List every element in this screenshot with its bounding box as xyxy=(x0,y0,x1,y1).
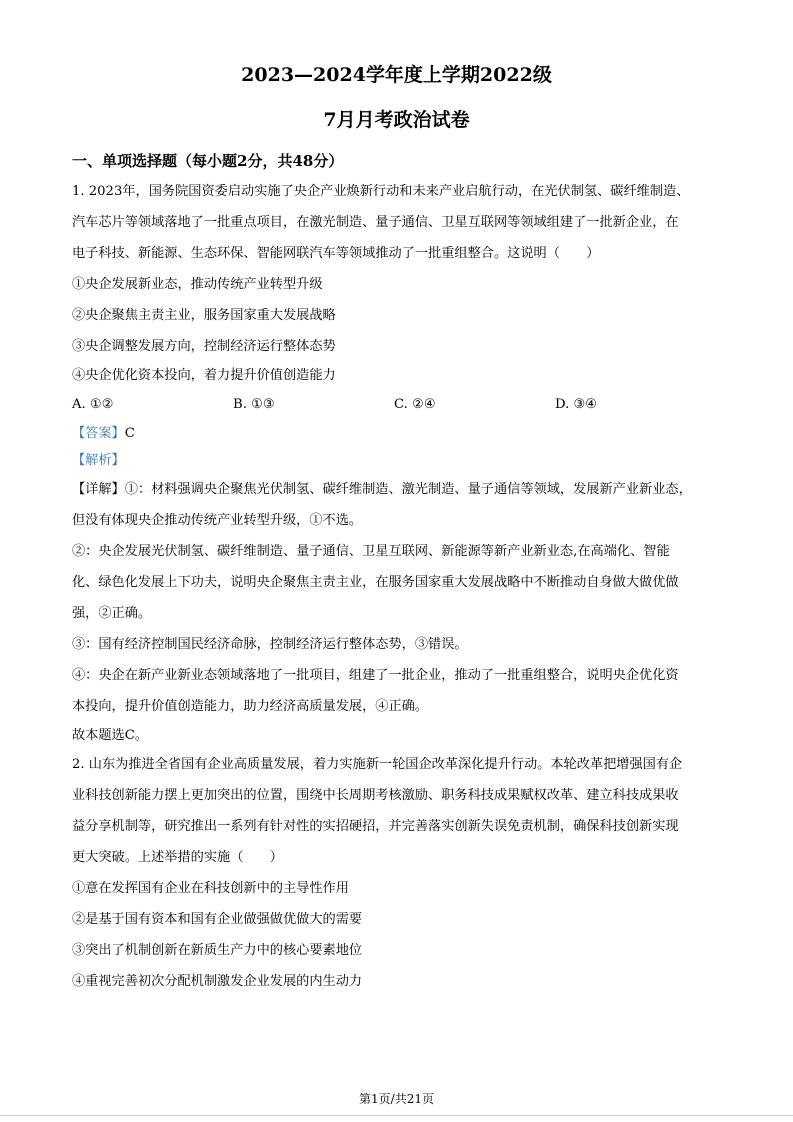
question-stem-line: 业科技创新能力摆上更加突出的位置，围绕中长周期考核激励、职务科技成果赋权改革、建立科技成果收 xyxy=(72,788,679,803)
detail-text: ①：材料强调央企聚焦光伏制氢、碳纤维制造、激光制造、量子通信等领域，发展新产业新业态， xyxy=(124,482,692,497)
detail-line: 化、绿色化发展上下功夫，说明央企聚焦主责主业，在服务国家重大发展战略中不断推动自身做大做优做 xyxy=(72,575,679,590)
question-1 xyxy=(72,176,732,749)
section-heading: 一、单项选择题（每小题2分，共48分） xyxy=(72,152,344,170)
option-a: A. ①② xyxy=(72,397,114,412)
statement: ①央企发展新业态，推动传统产业转型升级 xyxy=(72,277,323,292)
statement: ④央企优化资本投向，着力提升价值创造能力 xyxy=(72,368,336,383)
option-d: D. ③④ xyxy=(555,397,598,412)
question-stem-line: 益分享机制等，研究推出一系列有针对性的实招硬招，并完善落实创新失误免责机制，确保科技创新实现 xyxy=(72,819,679,834)
question-stem-line: 电子科技、新能源、生态环保、智能网联汽车等领域推动了一批重组整合。这说明（ ） xyxy=(72,246,600,261)
detail-line: 故本题选C。 xyxy=(72,728,149,743)
answer-line xyxy=(72,420,732,447)
detail-line xyxy=(72,474,732,505)
statement: ③突出了机制创新在新质生产力中的核心要素地位 xyxy=(72,943,363,958)
statement: ④重视完善初次分配机制激发企业发展的内生动力 xyxy=(72,974,363,989)
statement: ②央企聚焦主责主业，服务国家重大发展战略 xyxy=(72,308,336,323)
detail-tag: 【详解】 xyxy=(72,482,125,497)
answer-options xyxy=(72,389,732,420)
analysis-line xyxy=(72,447,732,474)
exam-title-line1: 2023—2024学年度上学期2022级 xyxy=(241,64,552,86)
detail-line: ④：央企在新产业新业态领域落地了一批项目，组建了一批企业，推动了一批重组整合，说明央企优化资 xyxy=(72,668,679,683)
exam-body xyxy=(72,176,732,997)
question-stem-line: 汽车芯片等领域落地了一批重点项目，在激光制造、量子通信、卫星互联网等领域组建了一批新企业，在 xyxy=(72,215,679,230)
statement: ②是基于国有资本和国有企业做强做优做大的需要 xyxy=(72,912,363,927)
question-stem-line: 1. 2023年，国务院国资委启动实施了央企产业焕新行动和未来产业启航行动，在光伏制氢、碳纤维制造、 xyxy=(72,184,690,199)
answer-tag: 【答案】 xyxy=(72,426,125,441)
statement: ①意在发挥国有企业在科技创新中的主导性作用 xyxy=(72,881,349,896)
option-b: B. ①③ xyxy=(233,397,275,412)
question-2 xyxy=(72,749,732,997)
detail-line: 强，②正确。 xyxy=(72,606,152,621)
footer-divider xyxy=(0,1115,793,1116)
question-stem-line: 更大突破。上述举措的实施（ ） xyxy=(72,850,283,865)
detail-line: 本投向，提升价值创造能力，助力经济高质量发展，④正确。 xyxy=(72,699,429,714)
detail-line: ②：央企发展光伏制氢、碳纤维制造、量子通信、卫星互联网、新能源等新产业新业态,在高端化、智能 xyxy=(72,544,670,559)
detail-line: 但没有体现央企推动传统产业转型升级，①不选。 xyxy=(72,513,363,528)
exam-title-line2: 7月月考政治试卷 xyxy=(323,109,470,131)
statement: ③央企调整发展方向，控制经济运行整体态势 xyxy=(72,339,336,354)
analysis-tag: 【解析】 xyxy=(72,453,125,468)
option-c: C. ②④ xyxy=(394,397,436,412)
question-stem-line: 2. 山东为推进全省国有企业高质量发展，着力实施新一轮国企改革深化提升行动。本轮改革把增强国有企 xyxy=(72,757,683,772)
detail-line: ③：国有经济控制国民经济命脉，控制经济运行整体态势，③错误。 xyxy=(72,637,468,652)
answer-value: C xyxy=(124,426,135,441)
page-number: 第1页/共21页 xyxy=(359,1092,434,1106)
